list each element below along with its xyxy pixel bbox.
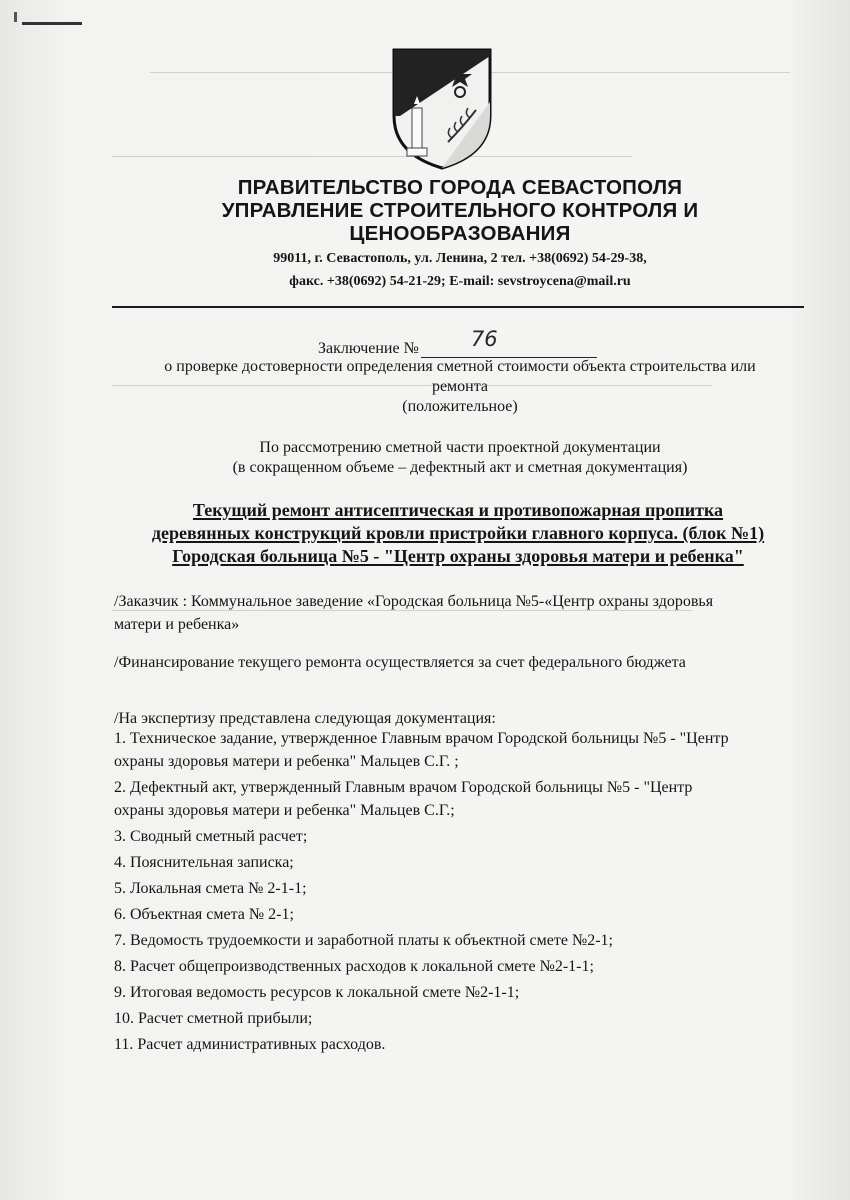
list-item: 9. Итоговая ведомость ресурсов к локальной смете №2-1-1; (114, 984, 520, 1001)
conclusion-number-handwritten: 76 (470, 327, 498, 351)
documentation-list (114, 727, 814, 1059)
conclusion-subject (130, 357, 790, 417)
list-item: 8. Расчет общепроизводственных расходов к локальной смете №2-1-1; (114, 958, 594, 975)
list-item: 10. Расчет сметной прибыли; (114, 1010, 313, 1027)
sevastopol-coat-of-arms (390, 46, 494, 170)
letterhead-line: ПРАВИТЕЛЬСТВО ГОРОДА СЕВАСТОПОЛЯ (237, 176, 683, 199)
review-scope (130, 438, 790, 478)
list-item-line: охраны здоровья матери и ребенка" Мальцев С.Г. ; (114, 753, 459, 770)
list-item: 11. Расчет административных расходов. (114, 1036, 386, 1053)
customer-paragraph (114, 590, 804, 636)
conclusion-label: Заключение № (318, 340, 419, 357)
letterhead (180, 176, 740, 291)
list-item: 7. Ведомость трудоемкости и заработной платы к объектной смете №2-1; (114, 932, 613, 949)
list-item: 5. Локальная смета № 2-1-1; (114, 880, 307, 897)
header-divider (112, 306, 804, 308)
financing-paragraph: /Финансирование текущего ремонта осуществляется за счет федерального бюджета (114, 654, 686, 671)
object-title-line: Городская больница №5 - "Центр охраны здоровья матери и ребенка" (172, 546, 744, 566)
review-line: (в сокращенном объеме – дефектный акт и сметная документация) (232, 459, 688, 476)
list-item: 3. Сводный сметный расчет; (114, 828, 308, 845)
conclusion-number-field (421, 327, 597, 358)
list-item-line: 2. Дефектный акт, утвержденный Главным врачом Городской больницы №5 - "Центр (114, 779, 693, 796)
subject-line: о проверке достоверности определения сметной стоимости объекта строительства или (164, 358, 756, 375)
scan-mark (22, 22, 82, 25)
scan-mark (14, 12, 17, 22)
object-title-line: Текущий ремонт антисептическая и противопожарная пропитка (192, 500, 724, 520)
letterhead-address: 99011, г. Севастополь, ул. Ленина, 2 тел. +38(0692) 54-29-38, (273, 251, 647, 266)
list-item (114, 727, 814, 773)
list-item: 6. Объектная смета № 2-1; (114, 906, 294, 923)
customer-line: матери и ребенка» (114, 616, 240, 633)
review-line: По рассмотрению сметной части проектной документации (259, 439, 661, 456)
object-title-line: деревянных конструкций кровли пристройки главного корпуса. (блок №1) (151, 523, 765, 543)
list-item-line: охраны здоровья матери и ребенка" Мальцев С.Г.; (114, 802, 455, 819)
subject-line: ремонта (431, 378, 489, 395)
documentation-intro: /На экспертизу представлена следующая документация: (114, 710, 496, 727)
bleed-through (112, 156, 632, 167)
list-item (114, 776, 814, 822)
letterhead-line: УПРАВЛЕНИЕ СТРОИТЕЛЬНОГО КОНТРОЛЯ И (221, 199, 699, 222)
customer-line: /Заказчик : Коммунальное заведение «Городская больница №5-«Центр охраны здоровья (114, 593, 714, 610)
object-title (112, 499, 804, 568)
letterhead-line: ЦЕНООБРАЗОВАНИЯ (349, 222, 571, 245)
list-item: 4. Пояснительная записка; (114, 854, 294, 871)
letterhead-contacts: факс. +38(0692) 54-21-29; E-mail: sevstroycena@mail.ru (289, 274, 631, 289)
conclusion-type: (положительное) (402, 398, 518, 415)
list-item-line: 1. Техническое задание, утвержденное Главным врачом Городской больницы №5 - "Центр (114, 730, 729, 747)
conclusion-heading (318, 327, 597, 358)
